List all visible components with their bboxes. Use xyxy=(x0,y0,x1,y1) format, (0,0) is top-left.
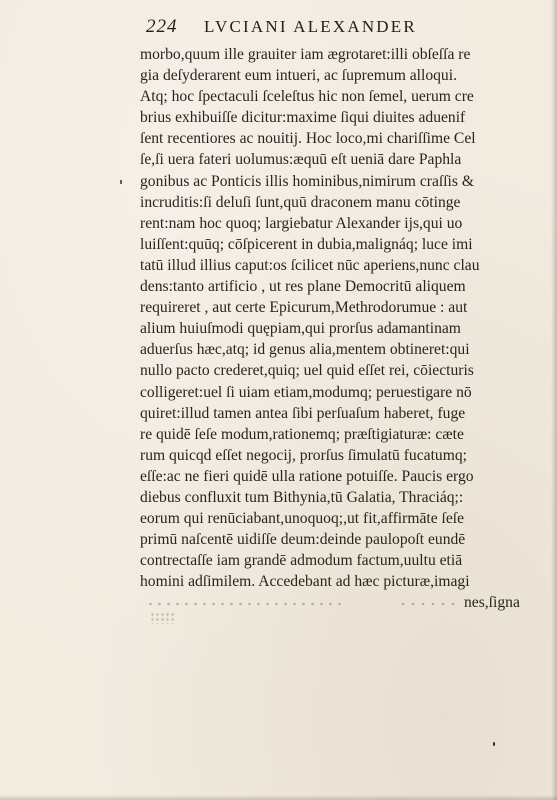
text-line: colligeret:uel ſi uiam etiam,modumq; peruestigare nō xyxy=(140,383,472,401)
faded-text-line xyxy=(140,592,550,613)
text-line: incruditis:ſi deluſi ſunt,quū draconem manu cōtinge xyxy=(140,193,461,211)
text-line: luiſſent:quūq; cōſpicerent in dubia,malignáq; luce imi xyxy=(140,235,473,253)
text-line: requireret , aut certe Epicurum,Methrodorumue : aut xyxy=(140,299,468,317)
page-edge-shadow xyxy=(551,0,557,800)
text-line: dens:tanto artificio , ut res plane Democritū aliquem xyxy=(140,278,466,296)
text-line: gia deſyderarent eum intueri, ac ſupremum alloqui. xyxy=(140,67,457,85)
text-line: brius exhibuiſſe dicitur:maxime ſiqui diuites aduenif xyxy=(140,109,466,127)
ink-smudge xyxy=(150,612,174,624)
text-line: aduerſus hæc,atq; id genus alia,mentem obtineret:qui xyxy=(140,341,470,359)
text-line: re quidē ſeſe modum,rationemq; præſtigiaturæ: cæte xyxy=(140,425,464,443)
running-head: LVCIANI ALEXANDER xyxy=(204,17,417,36)
page-number: 224 xyxy=(146,16,178,37)
text-line: eſſe:ac ne fieri quidē ulla ratione potuiſſe. Paucis ergo xyxy=(140,467,474,485)
ink-speck xyxy=(493,742,495,746)
page-bottom-shadow xyxy=(0,795,557,800)
text-line: rum quicqd eſſet negocij, prorſus ſimulatū fucatumq; xyxy=(140,446,467,464)
text-line: alium huiuſmodi quępiam,qui prorſus adamantinam xyxy=(140,320,461,338)
text-line: contrectaſſe iam grandē admodum factum,uultu etiā xyxy=(140,552,463,570)
faded-ink xyxy=(398,601,458,607)
body-text xyxy=(140,44,550,614)
text-line: homini adſimilem. Accedebant ad hæc picturæ,imagi xyxy=(140,573,470,591)
margin-mark xyxy=(120,180,122,184)
text-line: primū naſcentē uidiſſe deum:deinde paulopoſt eundē xyxy=(140,531,466,549)
text-line: rent:nam hoc quoq; largiebatur Alexander ijs,qui uo xyxy=(140,214,463,232)
text-line: morbo,quum ille grauiter iam ægrotaret:illi obſeſſa re xyxy=(140,46,471,63)
text-line-end: nes,ſigna xyxy=(464,594,520,612)
text-line: diebus confluxit tum Bithynia,tū Galatia, Thraciáq;: xyxy=(140,488,464,506)
page-header xyxy=(146,14,546,40)
text-line: ſent recentiores ac nouitij. Hoc loco,mi chariſſime Cel xyxy=(140,130,476,148)
text-line: quiret:illud tamen antea ſibi perſuaſum haberet, fuge xyxy=(140,404,466,422)
text-line: eorum qui renūciabant,unoquoq;,ut fit,affirmāte ſeſe xyxy=(140,510,465,528)
text-line: nullo pacto crederet,quiq; uel quid eſſet rei, cōiecturis xyxy=(140,362,474,380)
text-line: Atq; hoc ſpectaculi ſceleſtus hic non ſemel, uerum cre xyxy=(140,88,474,106)
text-line: ſe,ſi uera fateri uolumus:æquū eſt ueniā dare Paphla xyxy=(140,151,462,169)
text-line: gonibus ac Ponticis illis hominibus,nimirum craſſis & xyxy=(140,172,474,190)
text-line: tatū illud illius caput:os ſcilicet nūc aperiens,nunc clau xyxy=(140,256,480,274)
faded-ink xyxy=(146,601,346,607)
